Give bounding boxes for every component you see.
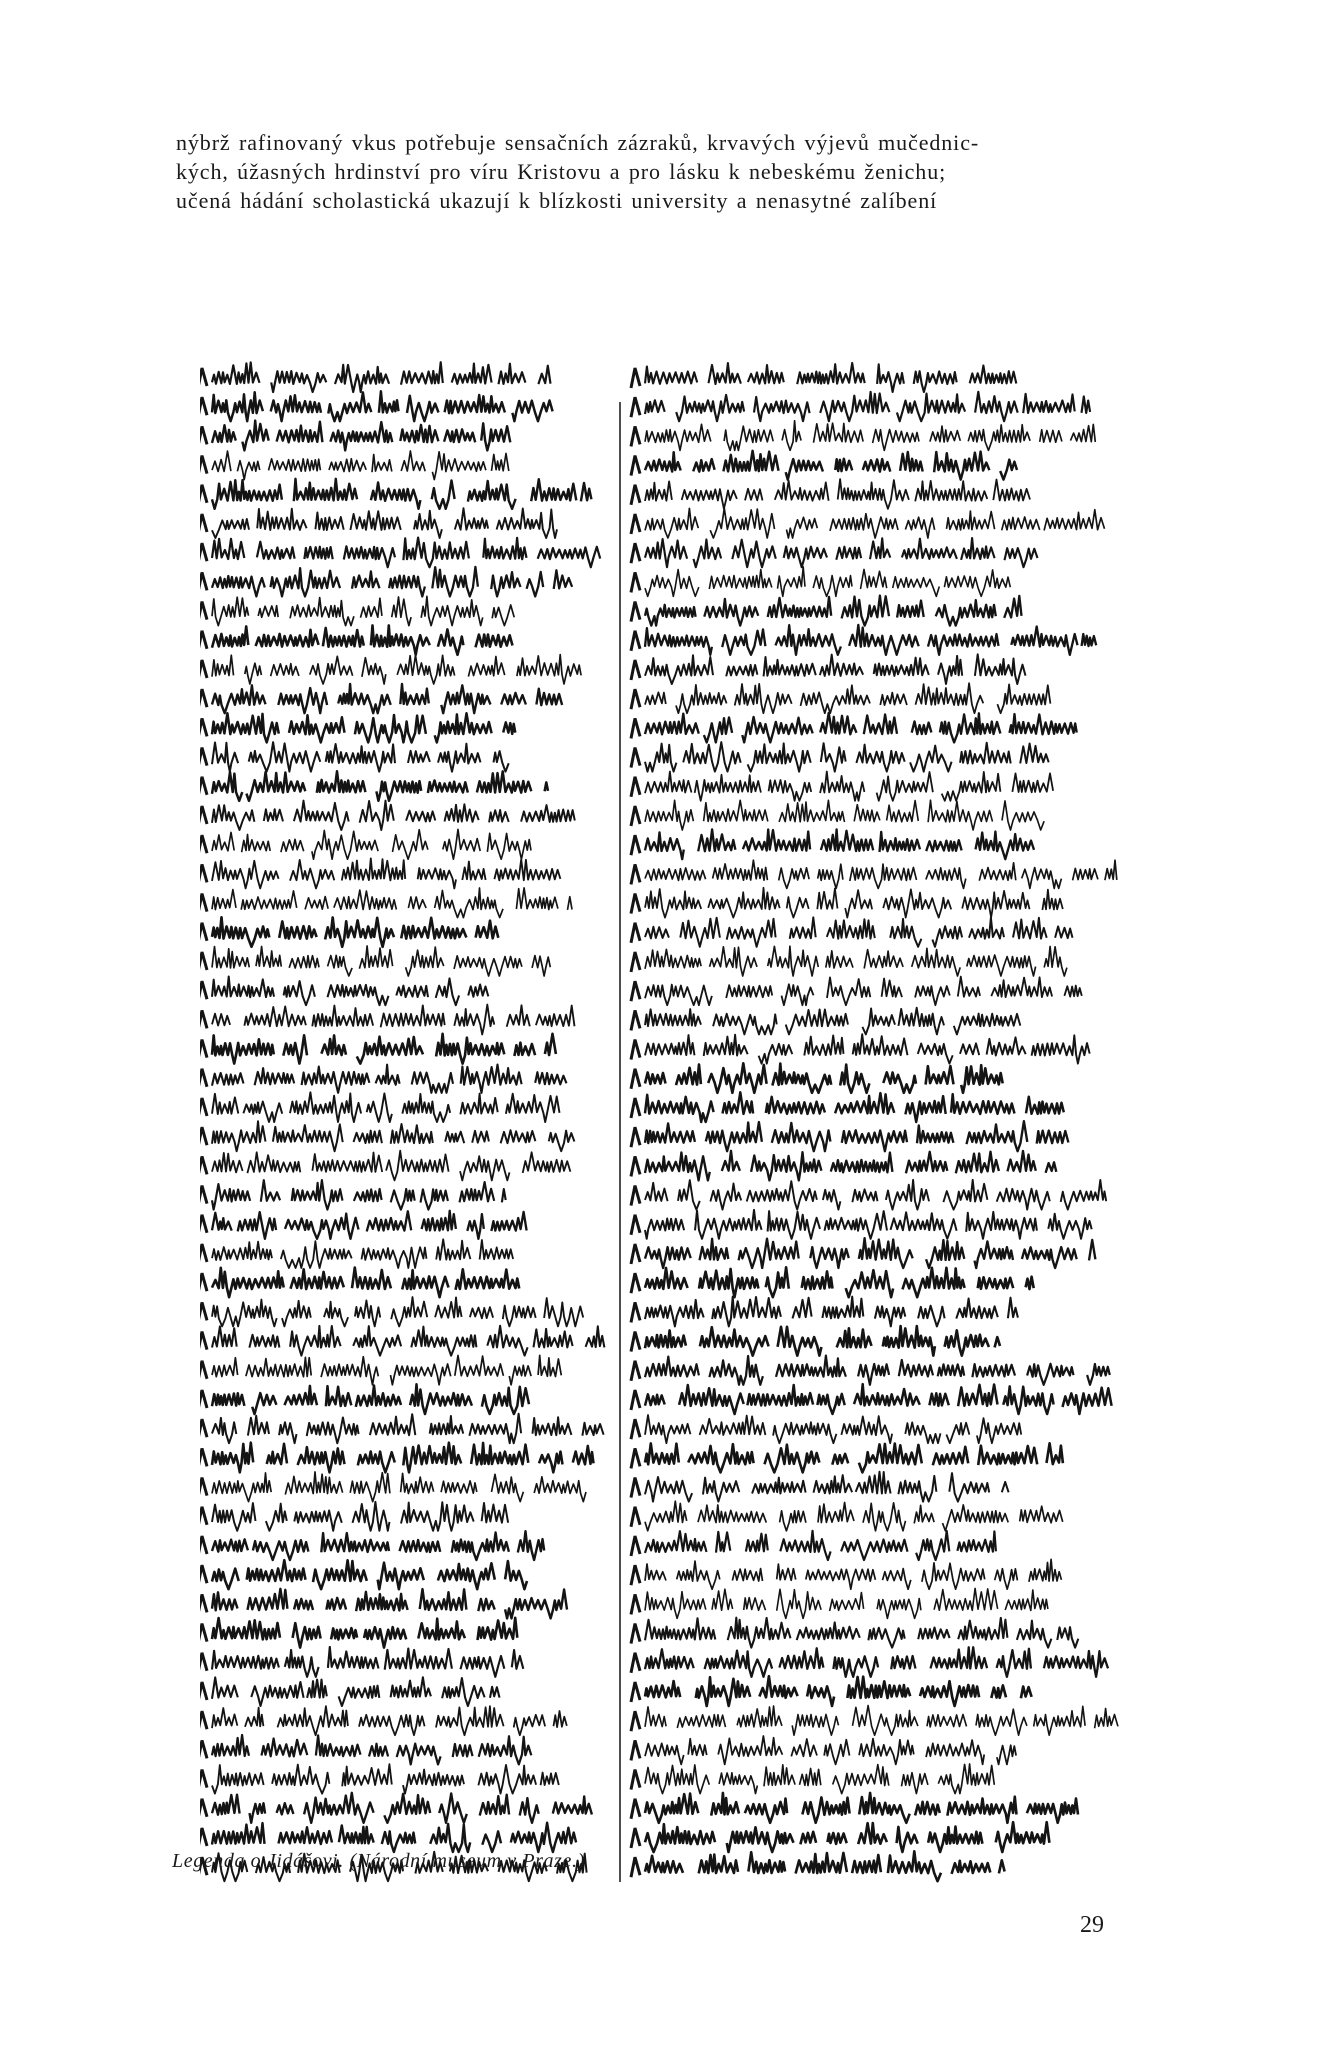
initial-mark [200, 1040, 207, 1060]
initial-mark [200, 602, 207, 622]
manuscript-line [212, 1647, 523, 1677]
initial-mark [200, 660, 207, 680]
initial-mark [200, 1565, 207, 1585]
manuscript-facsimile [200, 238, 1130, 2066]
manuscript-line [212, 1065, 567, 1093]
initial-mark [200, 718, 207, 738]
manuscript-line [212, 655, 581, 684]
initial-mark [200, 1507, 207, 1527]
initial-mark [200, 572, 207, 592]
manuscript-line [212, 1297, 583, 1326]
manuscript-line [212, 567, 572, 597]
manuscript-line [645, 1793, 1078, 1823]
initial-mark [631, 1828, 640, 1848]
manuscript-line [212, 596, 514, 625]
manuscript-line [645, 742, 1049, 772]
initial-mark [631, 923, 640, 943]
initial-mark [200, 1244, 207, 1264]
initial-mark [631, 1478, 640, 1498]
manuscript-line [645, 860, 1117, 888]
manuscript-line [645, 1210, 1092, 1239]
manuscript-line [645, 1008, 1020, 1035]
manuscript-line [645, 1121, 1068, 1151]
manuscript-line [645, 625, 1096, 655]
manuscript-line [645, 1588, 1048, 1618]
initial-mark [200, 368, 207, 388]
initial-mark [631, 1244, 640, 1264]
initial-mark [631, 1448, 640, 1468]
initial-mark [631, 777, 640, 797]
manuscript-line [645, 977, 1082, 1006]
manuscript-line [645, 538, 1038, 567]
initial-mark [631, 835, 640, 855]
manuscript-line [645, 1706, 1118, 1736]
initial-mark [200, 894, 207, 914]
initial-mark [631, 1273, 640, 1293]
initial-mark [200, 952, 207, 972]
initial-mark [200, 1653, 207, 1673]
initial-mark [631, 426, 640, 446]
initial-mark [200, 1127, 207, 1147]
initial-mark [200, 835, 207, 855]
manuscript-line [645, 829, 1034, 859]
manuscript-line [645, 1443, 1063, 1472]
initial-mark [200, 1478, 207, 1498]
manuscript-line [212, 684, 562, 713]
manuscript-line [212, 1180, 506, 1210]
intro-paragraph [176, 128, 1134, 215]
manuscript-line [645, 1764, 994, 1794]
intro-line: nýbrž rafinovaný vkus potřebuje sensačních zázraků, krvavých výjevů mučednic- [176, 130, 980, 155]
manuscript-line [645, 1415, 1021, 1443]
initial-mark [631, 1186, 640, 1206]
initial-mark [200, 543, 207, 563]
manuscript-line [212, 1502, 508, 1531]
initial-mark [200, 485, 207, 505]
manuscript-line [212, 1472, 586, 1502]
initial-mark [631, 543, 640, 563]
initial-mark [631, 748, 640, 768]
manuscript-line [212, 538, 600, 568]
manuscript-line [212, 1706, 567, 1735]
initial-mark [631, 397, 640, 417]
manuscript-line [645, 1034, 1090, 1063]
manuscript-line [645, 508, 1105, 538]
manuscript-line [645, 596, 1022, 626]
initial-mark [631, 1565, 640, 1585]
initial-mark [200, 923, 207, 943]
manuscript-line [212, 1326, 604, 1356]
manuscript-line [645, 1559, 1061, 1589]
initial-mark [200, 1740, 207, 1760]
initial-mark [200, 1361, 207, 1381]
intro-line: kých, úžasných hrdinství pro víru Kristovu a pro lásku k nebeskému ženichu; [176, 159, 947, 184]
initial-mark [631, 1507, 640, 1527]
manuscript-line [645, 1501, 1063, 1531]
initial-mark [631, 1770, 640, 1790]
manuscript-line [645, 1851, 1005, 1881]
manuscript-line [212, 479, 591, 509]
initial-mark [200, 748, 207, 768]
initial-mark [631, 631, 640, 651]
initial-mark [200, 426, 207, 446]
initial-mark [631, 1127, 640, 1147]
initial-mark [631, 894, 640, 914]
manuscript-line [212, 1560, 527, 1589]
initial-mark [200, 689, 207, 709]
manuscript-line [212, 1531, 544, 1560]
manuscript-line [212, 362, 551, 392]
manuscript-line [645, 479, 1030, 509]
manuscript-line [645, 1736, 1016, 1764]
manuscript-line [645, 1822, 1049, 1852]
initial-mark [631, 1040, 640, 1060]
manuscript-line [645, 800, 1044, 830]
manuscript-line [645, 421, 1095, 451]
manuscript-line [645, 1180, 1106, 1210]
initial-mark [200, 1419, 207, 1439]
manuscript-line [212, 858, 560, 888]
initial-mark [631, 1536, 640, 1556]
manuscript-line [212, 1005, 575, 1035]
manuscript-line [645, 1384, 1112, 1414]
initial-mark [200, 1010, 207, 1030]
figure-caption: Legenda o Jidášovi. (Národní museum v Praze.) [172, 1850, 585, 1872]
manuscript-line [212, 508, 557, 538]
initial-mark [200, 1215, 207, 1235]
initial-mark [200, 1624, 207, 1644]
initial-mark [631, 485, 640, 505]
initial-mark [631, 1624, 640, 1644]
manuscript-line [212, 1268, 519, 1298]
manuscript-line [645, 1063, 1003, 1093]
manuscript-line [212, 1618, 517, 1648]
manuscript-line [212, 1414, 604, 1443]
initial-mark [200, 1536, 207, 1556]
initial-mark [631, 1740, 640, 1760]
initial-mark [200, 456, 207, 476]
manuscript-line [212, 801, 575, 830]
initial-mark [631, 1302, 640, 1322]
manuscript-line [212, 771, 548, 801]
initial-mark [200, 1711, 207, 1731]
initial-mark [631, 456, 640, 476]
initial-mark [631, 1419, 640, 1439]
manuscript-line [212, 917, 498, 947]
manuscript-line [212, 829, 531, 859]
manuscript-line [645, 1647, 1108, 1677]
initial-mark [200, 1799, 207, 1819]
initial-mark [631, 1010, 640, 1030]
manuscript-line [212, 391, 553, 421]
initial-mark [200, 1098, 207, 1118]
manuscript-line [212, 1355, 561, 1384]
manuscript-line [212, 742, 509, 771]
initial-mark [200, 806, 207, 826]
manuscript-line [212, 1239, 513, 1268]
initial-mark [631, 514, 640, 534]
manuscript-line [212, 1092, 560, 1122]
manuscript-line [645, 1092, 1064, 1122]
initial-mark [200, 1828, 207, 1848]
initial-mark [631, 1215, 640, 1235]
initial-mark [200, 1594, 207, 1614]
manuscript-line [212, 451, 509, 480]
manuscript-line [645, 1618, 1078, 1648]
initial-mark [200, 1770, 207, 1790]
initial-mark [631, 1653, 640, 1673]
manuscript-line [645, 683, 1050, 713]
initial-mark [200, 777, 207, 797]
initial-mark [200, 631, 207, 651]
initial-mark [631, 864, 640, 884]
initial-mark [200, 981, 207, 1001]
manuscript-line [645, 654, 1026, 684]
manuscript-line [645, 1297, 1018, 1327]
manuscript-line [645, 1326, 1000, 1356]
manuscript-left-column [200, 362, 604, 1881]
initial-mark [631, 1390, 640, 1410]
manuscript-line [212, 1764, 559, 1793]
manuscript-line [212, 1211, 527, 1239]
initial-mark [200, 1448, 207, 1468]
manuscript-line [212, 946, 550, 976]
initial-mark [631, 602, 640, 622]
initial-mark [631, 1857, 640, 1877]
manuscript-line [212, 421, 510, 451]
initial-mark [631, 952, 640, 972]
initial-mark [631, 981, 640, 1001]
initial-mark [631, 572, 640, 592]
manuscript-line [645, 917, 1073, 946]
manuscript-line [212, 1151, 570, 1181]
initial-mark [200, 1156, 207, 1176]
manuscript-line [645, 1531, 996, 1560]
initial-mark [631, 660, 640, 680]
manuscript-right-column [631, 363, 1118, 1881]
manuscript-line [645, 1472, 1009, 1502]
manuscript-line [212, 625, 513, 654]
initial-mark [631, 1361, 640, 1381]
manuscript-line [645, 567, 1010, 597]
initial-mark [200, 1682, 207, 1702]
manuscript-line [212, 713, 515, 742]
initial-mark [631, 1332, 640, 1352]
initial-mark [631, 806, 640, 826]
initial-mark [200, 1186, 207, 1206]
initial-mark [631, 1711, 640, 1731]
manuscript-line [212, 1443, 594, 1473]
initial-mark [200, 1390, 207, 1410]
initial-mark [200, 1332, 207, 1352]
manuscript-line [212, 1735, 531, 1764]
manuscript-line [212, 977, 488, 1006]
manuscript-line [645, 1676, 1032, 1706]
manuscript-line [212, 1589, 567, 1619]
initial-mark [200, 1302, 207, 1322]
manuscript-line [212, 1384, 529, 1414]
manuscript-line [645, 1267, 1034, 1297]
initial-mark [631, 1799, 640, 1819]
initial-mark [631, 689, 640, 709]
initial-mark [200, 1069, 207, 1089]
manuscript-line [212, 1121, 574, 1151]
manuscript-line [645, 772, 1053, 801]
manuscript-line [645, 1356, 1110, 1385]
initial-mark [631, 1069, 640, 1089]
manuscript-line [645, 888, 1063, 918]
manuscript-line [212, 1793, 592, 1823]
manuscript-line [212, 1823, 576, 1852]
initial-mark [200, 397, 207, 417]
initial-mark [200, 864, 207, 884]
initial-mark [631, 718, 640, 738]
manuscript-line [645, 1151, 1056, 1181]
initial-mark [631, 1594, 640, 1614]
initial-mark [200, 514, 207, 534]
manuscript-line [212, 888, 572, 918]
initial-mark [631, 1682, 640, 1702]
manuscript-line [645, 451, 1017, 480]
manuscript-line [645, 713, 1077, 743]
initial-mark [200, 1273, 207, 1293]
manuscript-line [212, 1677, 500, 1706]
manuscript-line [645, 363, 1016, 392]
initial-mark [631, 368, 640, 388]
initial-mark [631, 1098, 640, 1118]
manuscript-line [645, 1238, 1095, 1268]
manuscript-line [645, 392, 1090, 421]
manuscript-line [212, 1034, 556, 1064]
intro-line: učená hádání scholastická ukazují k blízkosti university a nenasytné zalíbení [176, 188, 938, 213]
page-number: 29 [1080, 1912, 1104, 1938]
manuscript-line [645, 946, 1067, 976]
initial-mark [631, 1156, 640, 1176]
